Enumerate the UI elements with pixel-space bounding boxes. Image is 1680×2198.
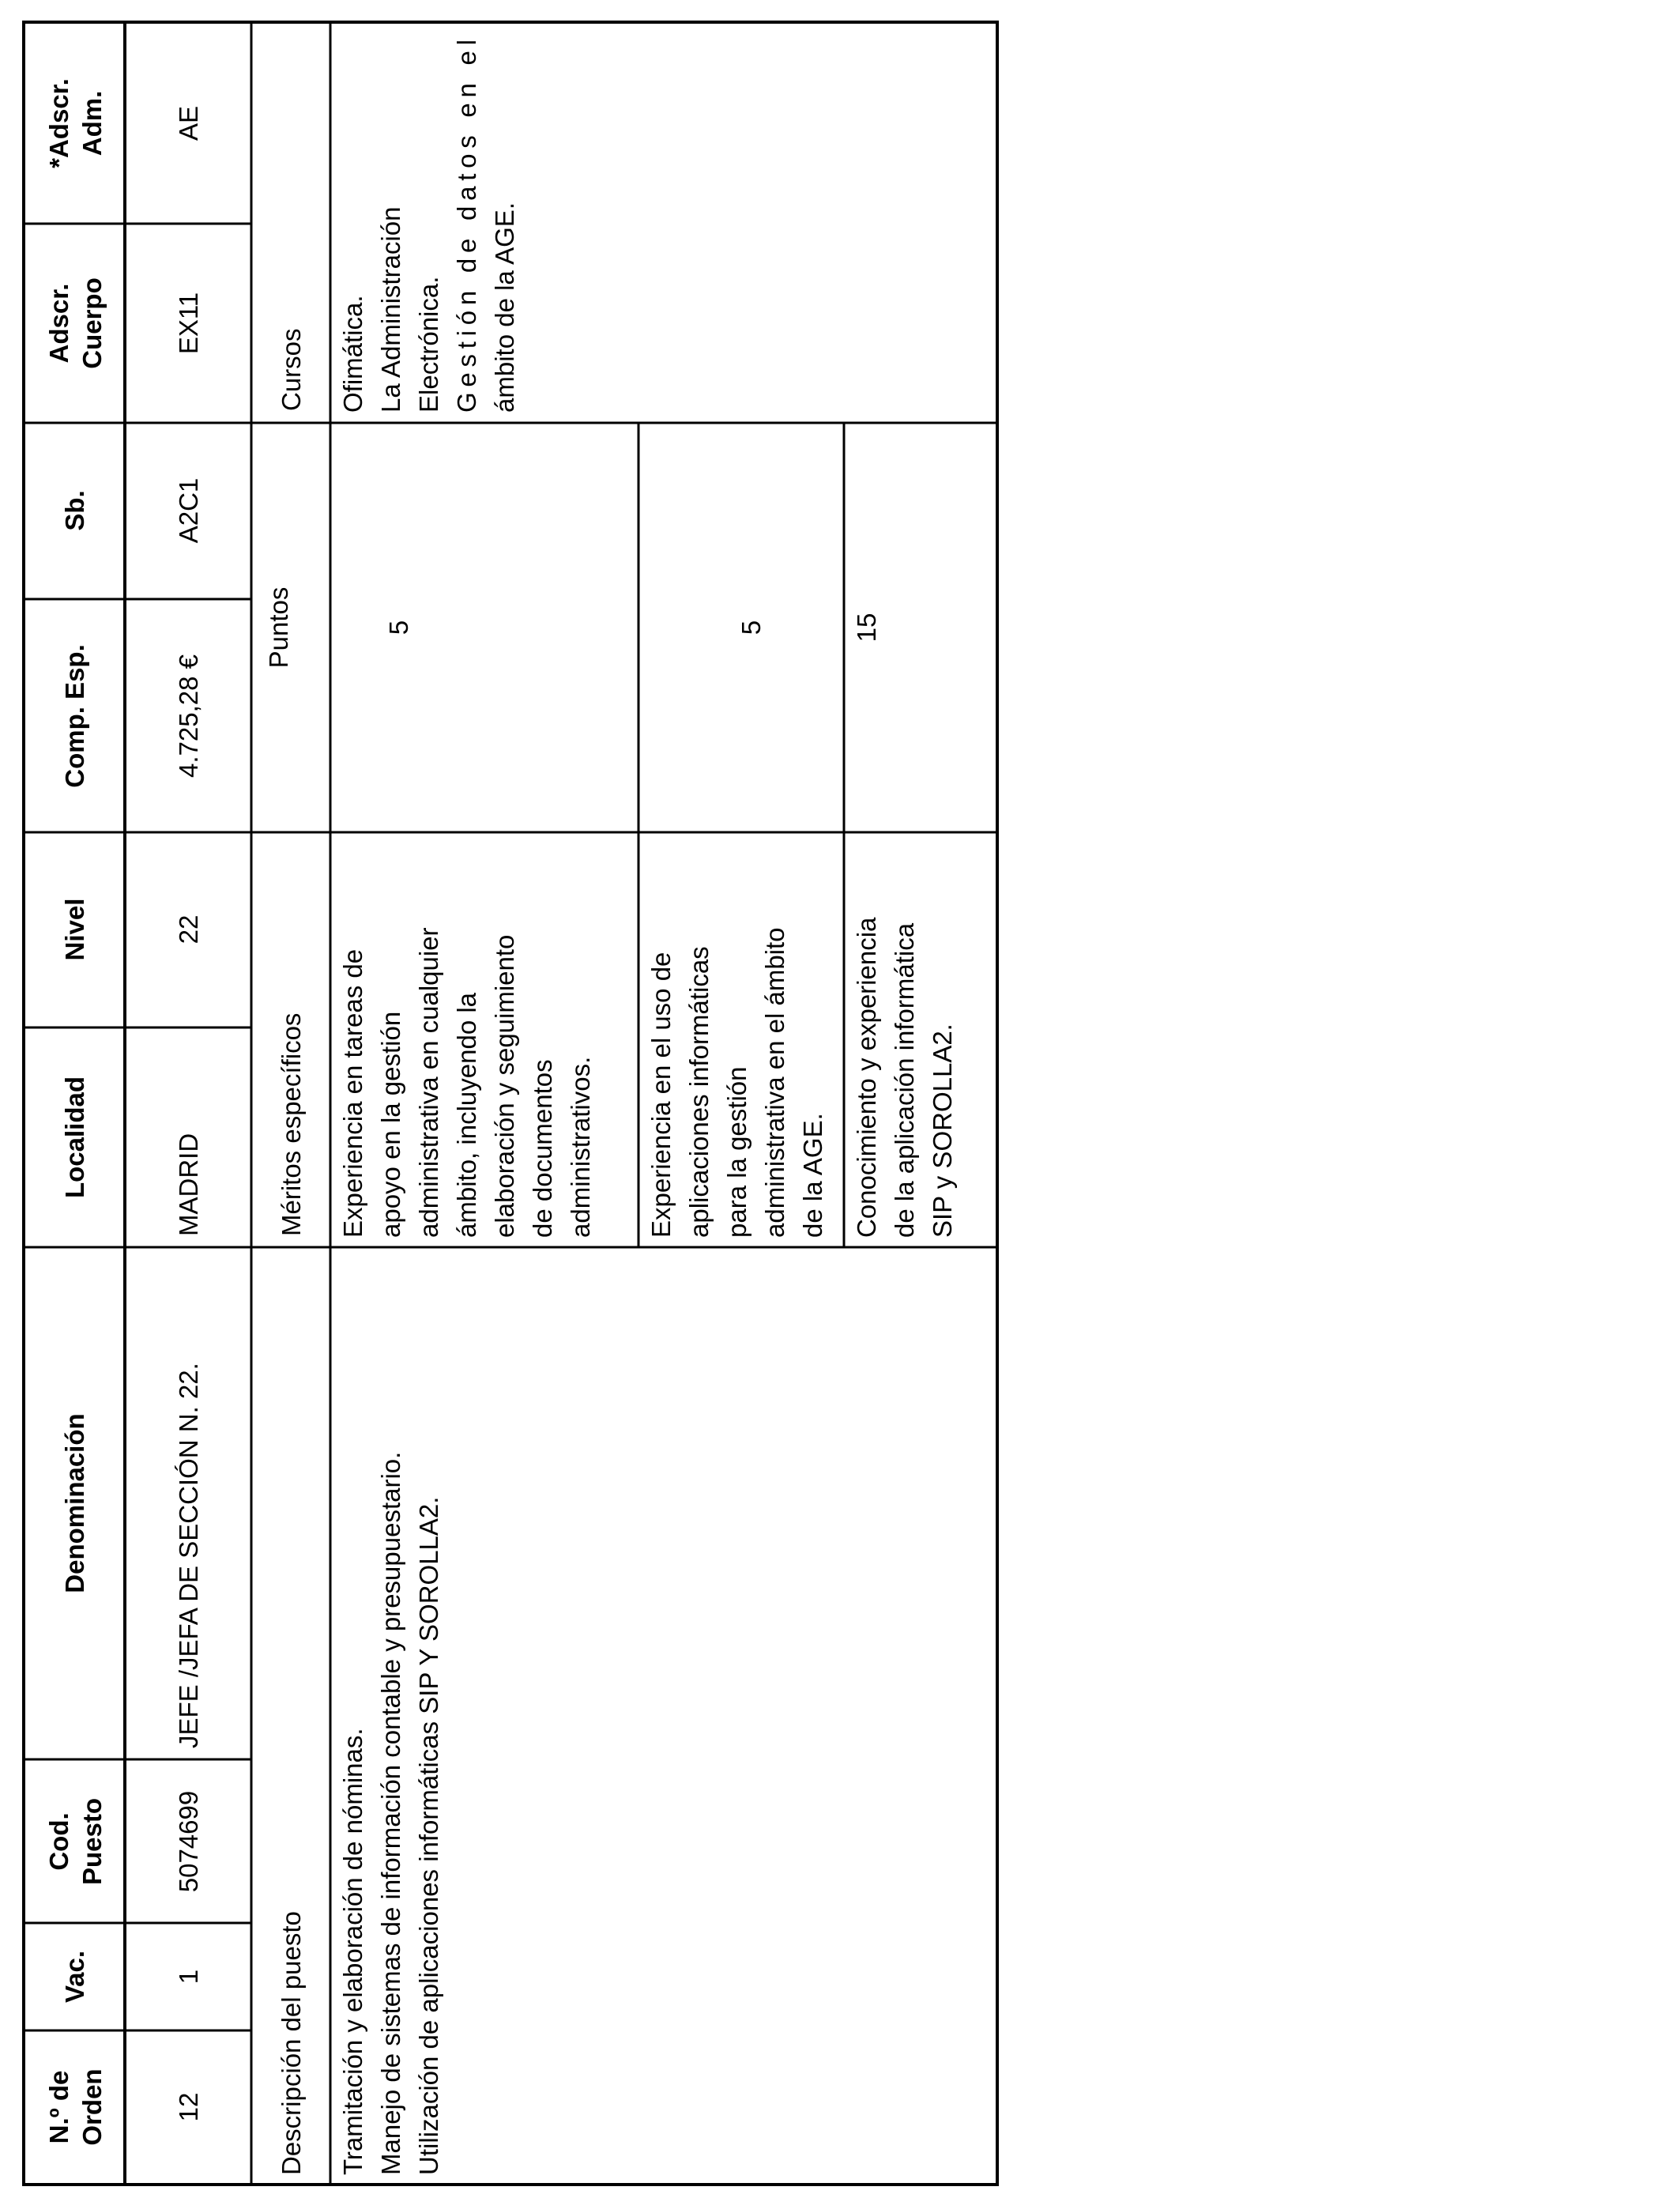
header-nivel: Nivel <box>60 898 89 961</box>
descripcion-line: Manejo de sistemas de información contable y presupuestario. <box>376 1451 405 2175</box>
header-comp-esp: Comp. Esp. <box>60 644 89 788</box>
cell-denominacion: JEFE /JEFA DE SECCIÓN N. 22. <box>174 1363 203 1748</box>
header-denominacion: Denominación <box>60 1413 89 1593</box>
cursos-block <box>338 40 519 413</box>
merito-line: aplicaciones informáticas <box>684 946 714 1238</box>
header-cod-line1: Cod. <box>44 1812 73 1871</box>
merito-line: Conocimiento y experiencia <box>852 917 881 1238</box>
header-sb: Sb. <box>60 490 89 531</box>
merito-puntos: 15 <box>852 613 881 643</box>
cell-adm: AE <box>174 105 203 141</box>
header-adm-line2: Adm. <box>77 90 107 156</box>
merito-puntos: 5 <box>736 620 766 635</box>
descripcion-line: Utilización de aplicaciones informáticas SIP Y SOROLLA2. <box>414 1496 443 2175</box>
cell-nivel: 22 <box>174 914 203 944</box>
header-orden-line2: Orden <box>77 2068 107 2146</box>
cell-localidad: MADRID <box>174 1133 203 1236</box>
puntos-label: Puntos <box>264 586 293 669</box>
merito-line: de la AGE. <box>798 1113 827 1238</box>
curso-line: Ofimática. <box>338 295 367 413</box>
header-vac: Vac. <box>60 1950 89 2004</box>
merito-line: Experiencia en el uso de <box>646 952 676 1238</box>
merito-line: para la gestión <box>722 1066 751 1238</box>
header-cuerpo-line1: Adscr. <box>44 283 73 364</box>
merito-line: apoyo en la gestión <box>376 1011 405 1238</box>
merito-line: Experiencia en tareas de <box>338 948 367 1238</box>
curso-line: Gestión de datos en el <box>452 40 481 413</box>
curso-line: Electrónica. <box>414 276 443 413</box>
cursos-label: Cursos <box>277 328 306 411</box>
header-localidad: Localidad <box>60 1076 89 1199</box>
merito-line: de documentos <box>528 1059 557 1238</box>
merito-line: de la aplicación informática <box>890 922 919 1238</box>
merito-line: administrativa en el ámbito <box>760 927 789 1238</box>
descripcion-line: Tramitación y elaboración de nóminas. <box>338 1728 367 2175</box>
cell-cuerpo: EX11 <box>174 292 203 355</box>
merito-2 <box>646 620 827 1238</box>
cell-cod: 5074699 <box>174 1790 203 1893</box>
merito-line: administrativos. <box>566 1056 595 1238</box>
curso-line: La Administración <box>376 206 405 413</box>
header-orden-line1: N.º de <box>44 2070 73 2144</box>
descripcion-block <box>338 1452 443 2175</box>
merito-1 <box>338 620 595 1238</box>
cell-vac: 1 <box>174 1969 203 1985</box>
merito-3 <box>852 613 957 1238</box>
merito-line: administrativa en cualquier <box>414 927 443 1238</box>
merito-line: SIP y SOROLLA2. <box>928 1024 957 1238</box>
cell-comp-esp: 4.725,28 € <box>174 654 203 778</box>
merito-line: elaboración y seguimiento <box>490 934 519 1238</box>
job-post-table <box>24 22 997 2185</box>
header-adm-line1: *Adscr. <box>44 78 73 168</box>
header-cod-line2: Puesto <box>77 1797 107 1886</box>
header-cuerpo-line2: Cuerpo <box>77 277 107 369</box>
cell-sb: A2C1 <box>174 477 203 544</box>
cell-orden: 12 <box>174 2092 203 2122</box>
merito-puntos: 5 <box>384 620 413 635</box>
curso-line: ámbito de la AGE. <box>490 202 519 413</box>
merito-line: ámbito, incluyendo la <box>452 992 481 1238</box>
descripcion-label: Descripción del puesto <box>277 1911 306 2175</box>
meritos-label: Méritos específicos <box>277 1012 306 1236</box>
